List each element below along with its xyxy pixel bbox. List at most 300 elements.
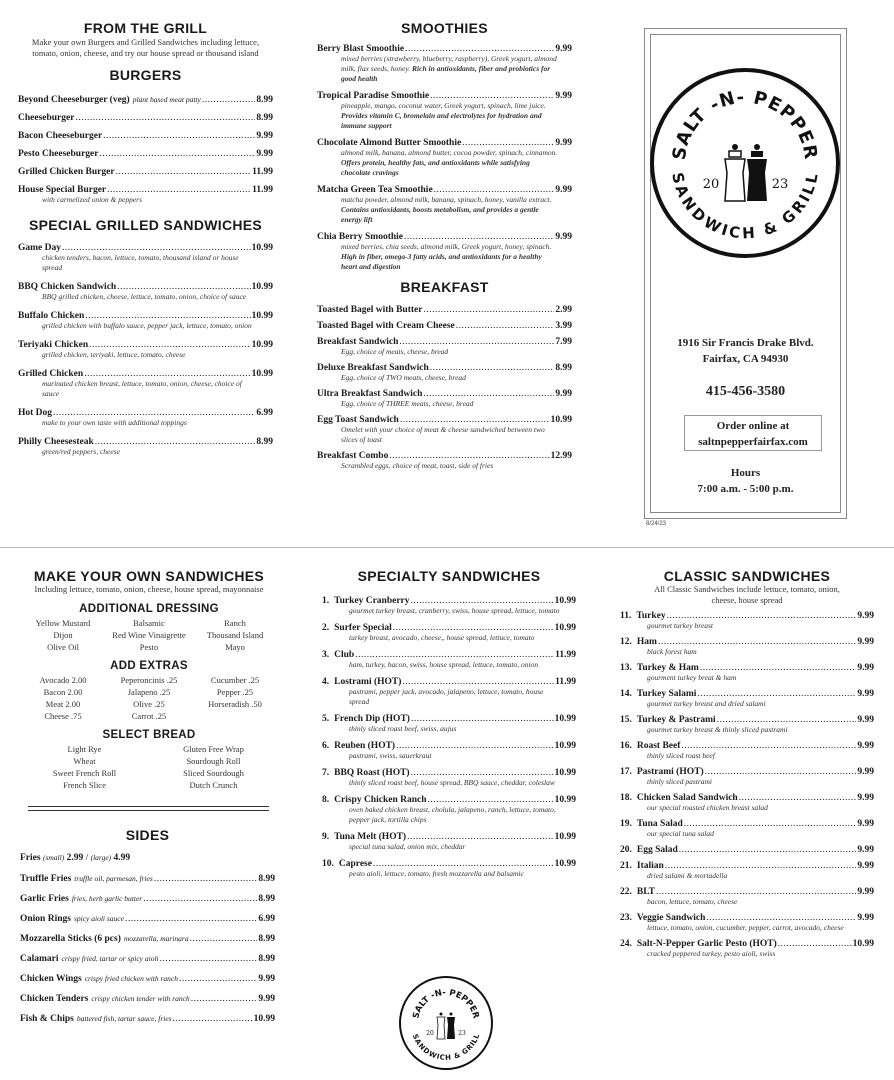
extra-option: Cucumber .25: [210, 674, 260, 685]
menu-item: [317, 44, 572, 84]
item-description: [18, 321, 273, 331]
item-number: 23.: [620, 913, 632, 923]
dot-leader: [430, 363, 555, 373]
salt-shaker-small-icon: [437, 1013, 445, 1040]
burgers-title: BURGERS: [109, 67, 182, 83]
bread-option: Sweet French Roll: [52, 767, 117, 778]
item-desc-text: our special roasted chicken breast salad: [647, 803, 768, 812]
order-online-url[interactable]: saltnpepperfairfax.com: [698, 436, 808, 448]
address: [651, 335, 840, 367]
item-name: Turkey & Ham: [636, 663, 699, 673]
item-name: Club: [334, 650, 355, 660]
breakfast-list: [317, 305, 572, 471]
item-description: [317, 373, 572, 383]
dot-leader: [681, 741, 856, 751]
item-price: 7.99: [555, 337, 572, 347]
dot-leader: [179, 974, 257, 984]
item-desc-text: gourmet turkey breast: [647, 621, 713, 630]
dot-leader: [190, 934, 258, 944]
item-name: Reuben (HOT): [334, 741, 396, 751]
dot-leader: [705, 767, 857, 777]
item-description: [620, 621, 874, 631]
menu-item-row: [18, 243, 273, 253]
item-price: 8.99: [256, 437, 273, 447]
fries-small-price: 2.99: [66, 853, 84, 863]
menu-item-row: [18, 369, 273, 379]
menu-item-row: [620, 939, 874, 949]
item-number: 12.: [620, 637, 632, 647]
dot-leader: [399, 337, 554, 347]
item-desc-text: chicken tenders, bacon, lettuce, tomato, thousand island or house spread: [42, 253, 239, 272]
menu-item: [317, 321, 572, 331]
item-name: Breakfast Sandwich: [317, 337, 399, 347]
item-name: Turkey: [636, 611, 666, 621]
grill-title: FROM THE GRILL: [83, 20, 208, 36]
menu-item: [20, 934, 275, 944]
extra-option: Horseradish .50: [208, 698, 262, 709]
extra-option: Cheese .75: [44, 710, 82, 721]
item-desc-text: lettuce, tomato, onion, cucumber, pepper, carrot, avocado, cheese: [647, 923, 844, 932]
item-price: 2.99: [555, 305, 572, 315]
dressing-option: Dijon: [53, 629, 73, 640]
item-name: Chocolate Almond Butter Smoothie: [317, 138, 462, 148]
menu-item: [18, 282, 273, 302]
menu-item-row: [317, 337, 572, 347]
item-price: 10.99: [554, 741, 576, 751]
menu-item: [322, 677, 576, 707]
menu-item: [317, 415, 572, 445]
item-description: [317, 148, 572, 178]
menu-item: [20, 974, 275, 984]
item-number: 16.: [620, 741, 632, 751]
dot-leader: [389, 451, 549, 461]
address-line-1: 1916 Sir Francis Drake Blvd.: [677, 337, 814, 349]
fold-divider: [0, 547, 894, 548]
salt-shaker-icon: [725, 144, 745, 201]
menu-item: [317, 451, 572, 471]
dressing-title: ADDITIONAL DRESSING: [79, 602, 219, 615]
menu-item-row: [18, 131, 273, 141]
bread-option: Sourdough Roll: [186, 755, 241, 766]
hours: [651, 465, 840, 497]
item-name: Egg Salad: [636, 845, 678, 855]
make-your-own-section: [20, 568, 278, 791]
svg-text:SANDWICH & GRILL: [668, 171, 822, 242]
sides-section: [20, 827, 275, 1034]
item-inline-desc: battered fish, tartar sauce, fries: [76, 1014, 172, 1023]
item-desc-text: dried salami & mortadella: [647, 871, 728, 880]
item-name: Onion Rings: [20, 914, 71, 924]
item-desc-highlight: High in fiber, omega-3 fatty acids, and antioxidants for a healthy heart and digestion: [341, 252, 542, 271]
item-name: French Dip (HOT): [334, 714, 410, 724]
menu-item-row: [20, 954, 275, 964]
item-name: Toasted Bagel with Cream Cheese: [317, 321, 455, 331]
brand-panel-inner: [650, 34, 841, 513]
extra-option: Avocado 2.00: [39, 674, 87, 685]
classic-title: CLASSIC SANDWICHES: [663, 568, 831, 584]
menu-item-row: [18, 185, 273, 195]
item-number: 18.: [620, 793, 632, 803]
dot-leader: [402, 677, 554, 687]
menu-item: [620, 913, 874, 933]
dot-leader: [656, 887, 856, 897]
item-desc-highlight: Rich in antioxidants, fiber and probiotics for good health: [341, 64, 551, 83]
menu-item-row: [620, 611, 874, 621]
svg-text:SANDWICH & GRILL: [411, 1032, 482, 1061]
menu-item-row: [620, 663, 874, 673]
dot-leader: [700, 663, 857, 673]
item-description: [18, 253, 273, 273]
extra-option: Olive .25: [133, 698, 165, 709]
extra-option: Jalapeno .25: [127, 686, 171, 697]
item-desc-text: cracked peppered turkey, pesto aioli, swiss: [647, 949, 776, 958]
dot-leader: [428, 795, 554, 805]
item-name: Surfer Special: [334, 623, 392, 633]
pepper-shaker-icon: [747, 144, 767, 201]
dot-leader: [99, 149, 255, 159]
item-price: 9.99: [555, 91, 572, 101]
item-desc-text: Egg, choice of THREE meats, cheese, bread: [341, 399, 474, 408]
menu-item-row: [18, 311, 273, 321]
dot-leader: [665, 861, 857, 871]
item-description: [317, 425, 572, 445]
extra-option: Peperoncinis .25: [120, 674, 178, 685]
classic-subtitle: All Classic Sandwiches include lettuce, tomato, onion, cheese, house spread: [654, 584, 840, 605]
menu-item-row: [620, 793, 874, 803]
menu-item-row: [620, 637, 874, 647]
menu-item-row: [322, 795, 576, 805]
item-description: [620, 871, 874, 881]
item-price: 9.99: [555, 138, 572, 148]
item-price: 11.99: [555, 677, 576, 687]
item-name: Chicken Wings: [20, 974, 82, 984]
item-number: 19.: [620, 819, 632, 829]
dot-leader: [658, 637, 856, 647]
item-price: 8.99: [555, 363, 572, 373]
item-price: 9.99: [256, 149, 273, 159]
item-desc-text: thinly sliced roast beef: [647, 751, 715, 760]
item-desc-text: marinated chicken breast, lettuce, tomato, onion, cheese, choice of sauce: [42, 379, 242, 398]
dot-leader: [697, 689, 856, 699]
extra-option: Meat 2.00: [45, 698, 81, 709]
extra-option: [192, 710, 278, 722]
classic-section: [620, 568, 874, 965]
item-desc-text: Egg, choice of meats, cheese, bread: [341, 347, 449, 356]
item-desc-text: pineapple, mango, coconut water, Greek yogurt, spinach, lime juice.: [341, 101, 546, 110]
item-description: [317, 242, 572, 272]
dot-leader: [117, 282, 250, 292]
menu-item: [322, 832, 576, 852]
logo-small-year-right: 23: [458, 1030, 466, 1037]
item-name: Tuna Salad: [636, 819, 683, 829]
logo-small-year-left: 20: [426, 1030, 434, 1037]
menu-item-row: [620, 845, 874, 855]
menu-item: [20, 894, 275, 904]
item-price: 10.99: [554, 832, 576, 842]
dot-leader: [107, 185, 251, 195]
item-name: BLT: [636, 887, 656, 897]
bread-option: Gluten Free Wrap: [183, 743, 244, 754]
item-description: [620, 673, 874, 683]
item-description: [322, 606, 576, 616]
item-price: 9.99: [857, 845, 874, 855]
item-price: 8.99: [258, 894, 275, 904]
item-desc-text: make to your own taste with additional toppings: [42, 418, 187, 427]
item-desc-text: thinly sliced pastrami: [647, 777, 712, 786]
grill-subtitle: Make your own Burgers and Grilled Sandwiches including lettuce, tomato, onion, cheese, and try our house spread or thousand island: [31, 37, 260, 58]
dot-leader: [684, 819, 857, 829]
bread-title: SELECT BREAD: [102, 728, 196, 741]
item-price: 10.99: [251, 243, 273, 253]
item-description: [18, 379, 273, 399]
menu-item-row: [620, 861, 874, 871]
menu-item-row: [317, 321, 572, 331]
item-description: [620, 923, 874, 933]
make-your-own-subtitle: Including lettuce, tomato, onion, cheese, house spread, mayonnaise: [34, 584, 264, 594]
phone-number[interactable]: 415-456-3580: [705, 384, 786, 399]
item-name: Caprese: [338, 859, 372, 869]
item-price: 11.99: [252, 167, 273, 177]
item-price: 9.99: [857, 887, 874, 897]
menu-item-row: [322, 596, 576, 606]
item-desc-text: mixed berries, chia seeds, almond milk, Greek yogurt, honey, spinach.: [341, 242, 552, 251]
dot-leader: [85, 311, 250, 321]
grill-section: [18, 20, 273, 466]
menu-item-row: [620, 715, 874, 725]
logo-top-text: SALT -N- PEPPER: [668, 86, 822, 162]
menu-item-row: [620, 741, 874, 751]
menu-item-row: [317, 451, 572, 461]
item-desc-text: grilled chicken with buffalo sauce, pepper jack, lettuce, tomato, onion: [42, 321, 252, 330]
hours-title: Hours: [730, 467, 761, 479]
menu-item-row: [18, 149, 273, 159]
item-description: [322, 805, 576, 825]
menu-item: [322, 768, 576, 788]
pepper-shaker-small-icon: [447, 1013, 455, 1040]
item-description: [18, 447, 273, 457]
item-name: Chicken Salad Sandwich: [636, 793, 738, 803]
dressing-option: Olive Oil: [47, 641, 79, 652]
item-number: 11.: [620, 611, 632, 621]
menu-item-row: [317, 363, 572, 373]
menu-item-row: [20, 934, 275, 944]
item-price: 9.99: [857, 793, 874, 803]
item-description: [322, 660, 576, 670]
item-number: 24.: [620, 939, 632, 949]
item-price: 8.99: [258, 934, 275, 944]
extra-option: Carrot .25: [131, 710, 167, 721]
item-description: [317, 399, 572, 409]
item-number: 2.: [322, 623, 330, 633]
dot-leader: [411, 714, 554, 724]
menu-item-row: [20, 894, 275, 904]
make-your-own-title: MAKE YOUR OWN SANDWICHES: [33, 568, 265, 584]
item-description: [322, 869, 576, 879]
item-description: [620, 699, 874, 709]
item-name: Grilled Chicken: [18, 369, 84, 379]
svg-text:SALT -N- PEPPER: [669, 87, 821, 161]
menu-item: [317, 305, 572, 315]
item-desc-text: turkey breast, avocado, cheese,, house spread, lettuce, tomato: [349, 633, 535, 642]
dot-leader: [667, 611, 857, 621]
item-number: 5.: [322, 714, 330, 724]
item-number: 3.: [322, 650, 330, 660]
menu-item-row: [620, 887, 874, 897]
extra-option: Pepper .25: [216, 686, 254, 697]
item-desc-text: Scrambled eggs, choice of meat, toast, side of fries: [341, 461, 494, 470]
extras-title: ADD EXTRAS: [110, 659, 188, 672]
menu-item: [317, 138, 572, 178]
item-name: Garlic Fries: [20, 894, 69, 904]
item-price: 10.99: [554, 596, 576, 606]
item-inline-desc: truffle oil, parmesan, fries: [74, 874, 153, 883]
menu-item-row: [317, 138, 572, 148]
item-price: 9.99: [555, 232, 572, 242]
dot-leader: [423, 389, 554, 399]
extra-option: Bacon 2.00: [43, 686, 83, 697]
menu-item: [620, 887, 874, 907]
item-number: 13.: [620, 663, 632, 673]
menu-item-row: [322, 768, 576, 778]
item-desc-text: gourmet turkey breast and dried salami: [647, 699, 766, 708]
menu-item-row: [322, 677, 576, 687]
dressing-option: Balsamic: [133, 617, 165, 628]
item-number: 17.: [620, 767, 632, 777]
menu-item: [18, 131, 273, 141]
dot-leader: [191, 994, 258, 1004]
logo-small-bottom-text: SANDWICH & GRILL: [410, 1032, 482, 1062]
item-description: [18, 350, 273, 360]
item-description: [620, 751, 874, 761]
item-name: Tuna Melt (HOT): [334, 832, 407, 842]
menu-item: [322, 714, 576, 734]
item-desc-text: thinly sliced roast beef, swiss, aujus: [349, 724, 457, 733]
item-inline-desc: crispy chicken tender with ranch: [91, 994, 190, 1003]
menu-item: [18, 340, 273, 360]
dot-leader: [462, 138, 554, 148]
fries-small-label: (small): [42, 853, 65, 862]
svg-text:SALT -N- PEPPER: [411, 988, 480, 1020]
item-desc-text: Omelet with your choice of meat & cheese sandwiched between two slices of toast: [341, 425, 545, 444]
dot-leader: [396, 741, 554, 751]
order-online-box[interactable]: [684, 415, 822, 451]
dot-leader: [62, 243, 251, 253]
menu-item-row: [317, 44, 572, 54]
menu-item: [18, 113, 273, 123]
smoothies-title: SMOOTHIES: [401, 20, 488, 36]
dot-leader: [173, 1014, 253, 1024]
item-name: Toasted Bagel with Butter: [317, 305, 423, 315]
item-number: 4.: [322, 677, 330, 687]
item-number: 14.: [620, 689, 632, 699]
item-desc-text: gourmet turkey breast & thinly sliced pastrami: [647, 725, 788, 734]
burgers-list: [18, 95, 273, 205]
item-desc-text: with carmelized onion & peppers: [42, 195, 142, 204]
item-name: Pesto Cheeseburger: [18, 149, 99, 159]
item-price: 10.99: [554, 795, 576, 805]
item-description: [322, 751, 576, 761]
item-desc-text: grilled chicken, teriyaki, lettuce, tomato, cheese: [42, 350, 186, 359]
item-name: Cheeseburger: [18, 113, 75, 123]
dot-leader: [739, 793, 857, 803]
order-online-label: Order online at: [716, 420, 790, 432]
item-description: [322, 687, 576, 707]
dressing-option: Mayo: [225, 641, 245, 652]
dot-leader: [393, 623, 554, 633]
item-name: Italian: [636, 861, 664, 871]
item-description: [322, 724, 576, 734]
bread-option: Sliced Sourdough: [183, 767, 244, 778]
hours-value: 7:00 a.m. - 5:00 p.m.: [697, 483, 794, 495]
item-price: 10.99: [253, 1014, 275, 1024]
menu-item-row: [18, 408, 273, 418]
fries-slash: /: [85, 853, 89, 863]
menu-item-row: [317, 415, 572, 425]
item-desc-text: pesto aioli, lettuce, tomato, fresh mozzarella and balsamic: [349, 869, 524, 878]
item-price: 10.99: [251, 340, 273, 350]
item-price: 9.99: [258, 994, 275, 1004]
menu-item: [620, 741, 874, 761]
item-price: 10.99: [554, 714, 576, 724]
menu-item-row: [18, 340, 273, 350]
menu-item-row: [322, 623, 576, 633]
item-description: [620, 777, 874, 787]
item-inline-desc: crispy fried chicken with ranch: [84, 974, 178, 983]
item-price: 10.99: [554, 768, 576, 778]
dressing-option: Pesto: [139, 641, 159, 652]
dot-leader: [53, 408, 255, 418]
item-price: 10.99: [554, 859, 576, 869]
item-description: [620, 803, 874, 813]
item-price: 6.99: [256, 408, 273, 418]
logo: [639, 33, 852, 288]
item-desc-text: pastrami, swiss, sauerkraut: [349, 751, 432, 760]
print-date: 8/24/23: [646, 521, 667, 527]
item-number: 8.: [322, 795, 330, 805]
smoothies-section: [317, 20, 572, 477]
item-name: Beyond Cheeseburger (veg): [18, 95, 130, 105]
menu-item: [322, 596, 576, 616]
item-price: 10.99: [550, 415, 572, 425]
dressing-grid: [20, 617, 278, 653]
bread-option: Light Rye: [67, 743, 102, 754]
menu-item: [322, 741, 576, 761]
item-price: 9.99: [555, 389, 572, 399]
menu-item-row: [322, 650, 576, 660]
dot-leader: [411, 596, 554, 606]
dot-leader: [407, 832, 554, 842]
item-name: Pastrami (HOT): [636, 767, 704, 777]
menu-item-row: [317, 185, 572, 195]
item-desc-text: bacon, lettuce, tomato, cheese: [647, 897, 738, 906]
dot-leader: [400, 415, 550, 425]
item-desc-text: thinly sliced roast beef, house spread, BBQ sauce, cheddar, coleslaw: [349, 778, 555, 787]
item-number: 20.: [620, 845, 632, 855]
fries-large-price: 4.99: [113, 853, 131, 863]
item-description: [620, 897, 874, 907]
item-price: 9.99: [555, 44, 572, 54]
menu-item: [620, 939, 874, 959]
menu-item-row: [18, 437, 273, 447]
dot-leader: [103, 131, 255, 141]
item-name: Lostrami (HOT): [334, 677, 402, 687]
menu-item: [317, 232, 572, 272]
dot-leader: [75, 113, 255, 123]
menu-item: [18, 185, 273, 205]
item-description: [18, 292, 273, 302]
dot-leader: [89, 340, 251, 350]
bread-option: Dutch Crunch: [189, 779, 238, 790]
